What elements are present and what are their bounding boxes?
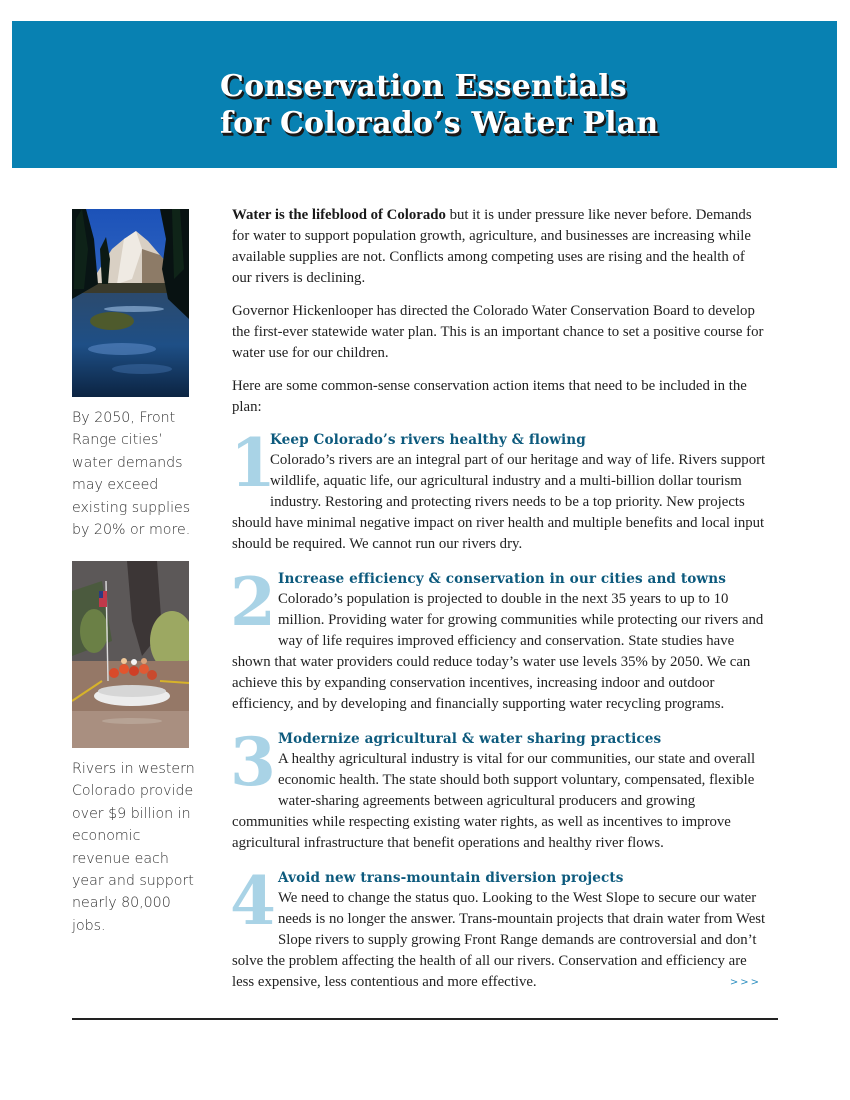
action-item-body: Colorado’s population is projected to double in the next 35 years to up to 10 million. Providing water for growing communities while protecting our rivers and way of life requires improved efficiency and conservation. State studies have shown that water providers could reduce today’s water use levels 35% by 2050. We can achieve this by expanding conservation incentives, increasing indoor and outdoor efficiency, and by developing and financially supporting water recycling programs. (232, 591, 764, 712)
intro-lead-rest: but it is under pressure like never before. Demands for water to support population growth, agriculture, and businesses are increasing while available supplies are not. Conflicts among competing uses are rising and the health of our rivers is declining. (232, 207, 752, 286)
action-item-number: 3 (230, 723, 276, 801)
main-content (232, 205, 767, 1005)
action-item-1 (230, 424, 767, 555)
action-item-3 (230, 723, 767, 854)
action-item-number: 2 (230, 563, 276, 641)
sidebar-caption-economy: Rivers in western Colorado provide over $9 billion in economic revenue each year and support nearly 80,000 jobs. (72, 761, 195, 934)
action-item-number: 1 (230, 424, 276, 502)
action-item-number: 4 (230, 862, 276, 940)
intro-paragraph-1 (232, 205, 767, 289)
action-item-heading: Keep Colorado’s rivers healthy & flowing (270, 432, 586, 448)
sidebar-caption-demand: By 2050, Front Range cities’ water demands may exceed existing supplies by 20% or more. (72, 410, 191, 539)
action-item-body: Colorado’s rivers are an integral part of our heritage and way of life. Rivers support wildlife, aquatic life, our agricultural industry and a multi-billion dollar tourism industry. Restoring and protecting rivers needs to be a top priority. New projects should have minimal negative impact on river health and multiple benefits and local input should be required. We cannot run our rivers dry. (232, 452, 766, 552)
action-item-heading: Increase efficiency & conservation in our cities and towns (278, 571, 726, 587)
action-item-heading: Avoid new trans-mountain diversion projects (278, 870, 624, 886)
action-item-heading: Modernize agricultural & water sharing practices (278, 731, 662, 747)
intro-paragraph-3: Here are some common-sense conservation action items that need to be included in the plan: (232, 378, 747, 415)
intro-lead: Water is the lifeblood of Colorado (232, 207, 446, 223)
title-line-1: Conservation Essentials (220, 69, 627, 104)
footer-divider (72, 1018, 778, 1020)
title-line-2: for Colorado’s Water Plan (220, 106, 659, 141)
intro-paragraph-2: Governor Hickenlooper has directed the Colorado Water Conservation Board to develop the first-ever statewide water plan. This is an important chance to set a positive course for water use for our children. (232, 303, 764, 361)
mountain-stream-photo (72, 209, 189, 397)
action-item-2 (230, 563, 767, 715)
continue-arrows-icon[interactable]: >>> (729, 977, 761, 988)
action-item-4 (230, 862, 767, 993)
page-title (220, 68, 658, 142)
action-item-body: We need to change the status quo. Looking to the West Slope to secure our water needs is no longer the answer. Trans-mountain projects that drain water from West Slope rivers to supply growing Front Range demands are controversial and don’t solve the problem affecting the health of all our rivers. Conservation and efficiency are less expensive, less contentious and more effective. (232, 890, 766, 990)
river-rafting-photo (72, 561, 189, 748)
action-item-body: A healthy agricultural industry is vital for our communities, our state and overall economic health. The state should both support voluntary, compensated, flexible water-sharing agreements between agricultural producers and growing communities while respecting existing water rights, as well as incentives to improve agricultural infrastructure that benefit operations and healthy river flows. (232, 751, 756, 851)
